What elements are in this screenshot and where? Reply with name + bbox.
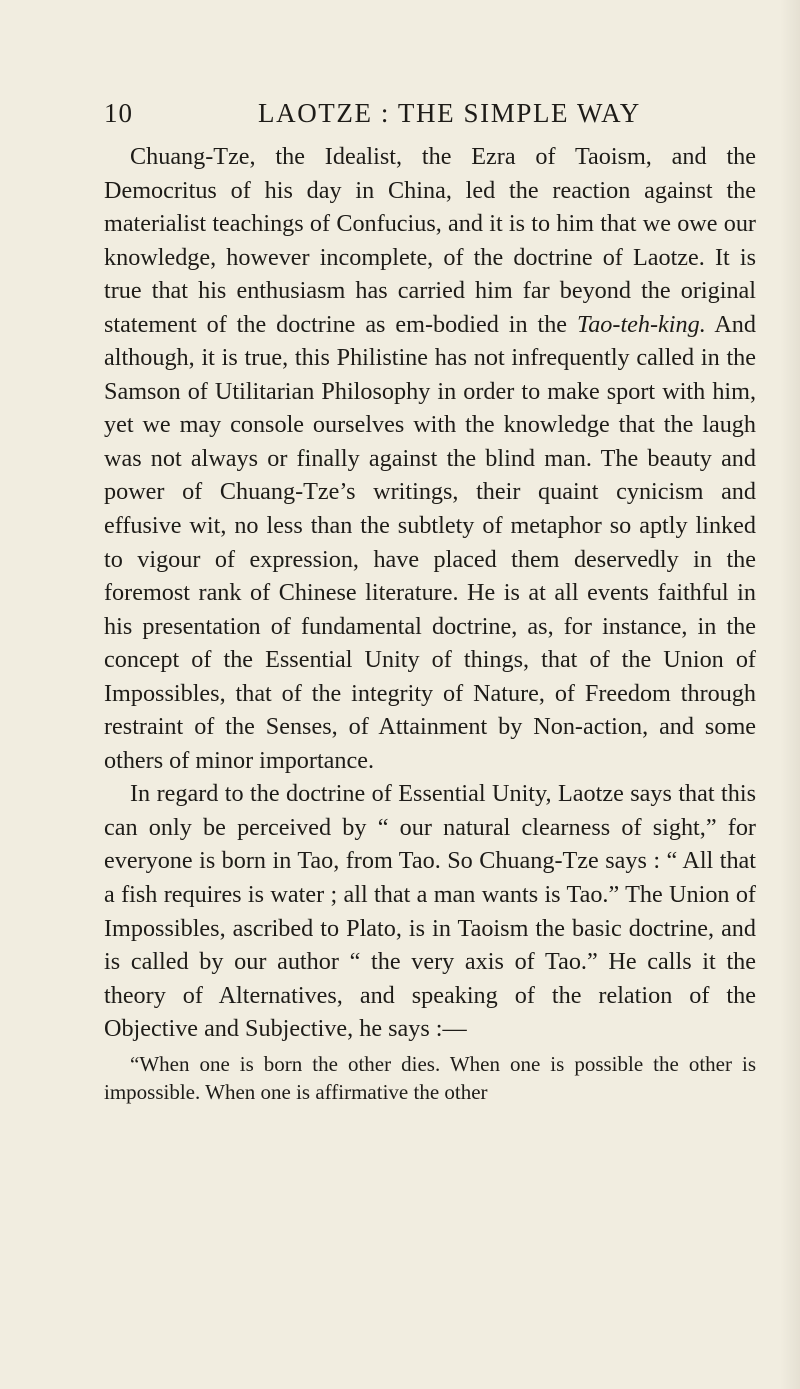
block-quote: “When one is born the other dies. When one is possible the other is impossible. When one is affirmative the other (104, 1051, 756, 1105)
paragraph-1-text-end: And although, it is true, this Philistine has not infrequently called in the Samson of Utilitarian Philosophy in order to make sport with him, yet we may console ourselves with the knowledge that the laugh was not always or finally against the blind man. The beauty and power of Chuang-Tze’s writings, their quaint cynicism and effusive wit, no less than the subtlety of metaphor so aptly linked to vigour of expression, have placed them deservedly in the foremost rank of Chinese literature. He is at all events faithful in his presentation of fundamental doctrine, as, for instance, in the concept of the Essential Unity of things, that of the Union of Impossibles, that of the integrity of Nature, of Freedom through restraint of the Senses, of Attainment by Non-action, and some others of minor importance. (104, 310, 756, 774)
paragraph-2: In regard to the doctrine of Essential Unity, Laotze says that this can only be perceived by “ our natural clearness of sight,” for everyone is born in Tao, from Tao. So Chuang-Tze says : “ All that a fish requires is water ; all that a man wants is Tao.” The Union of Impossibles, ascribed to Plato, is in Taoism the basic doctrine, and is called by our author “ the very axis of Tao.” He calls it the theory of Alternatives, and speaking of the relation of the Objective and Subjective, he says :— (104, 780, 756, 1043)
book-title-italic: Tao-teh-king. (576, 310, 706, 338)
running-head: LAOTZE : THE SIMPLE WAY (258, 98, 641, 128)
page-number: 10 (104, 98, 133, 128)
paragraph-1 (104, 140, 756, 777)
body-text (104, 140, 756, 1107)
page-header (0, 98, 800, 138)
paragraph-1-text-start: Chuang-Tze, the Idealist, the Ezra of Taoism, and the Democritus of his day in China, led the reaction against the materialist teachings of Confucius, and it is to him that we owe our knowledge, however incomplete, of the doctrine of Laotze. It is true that his enthusiasm has carried him far beyond the original statement of the doctrine as em-bodied in the (104, 143, 756, 338)
